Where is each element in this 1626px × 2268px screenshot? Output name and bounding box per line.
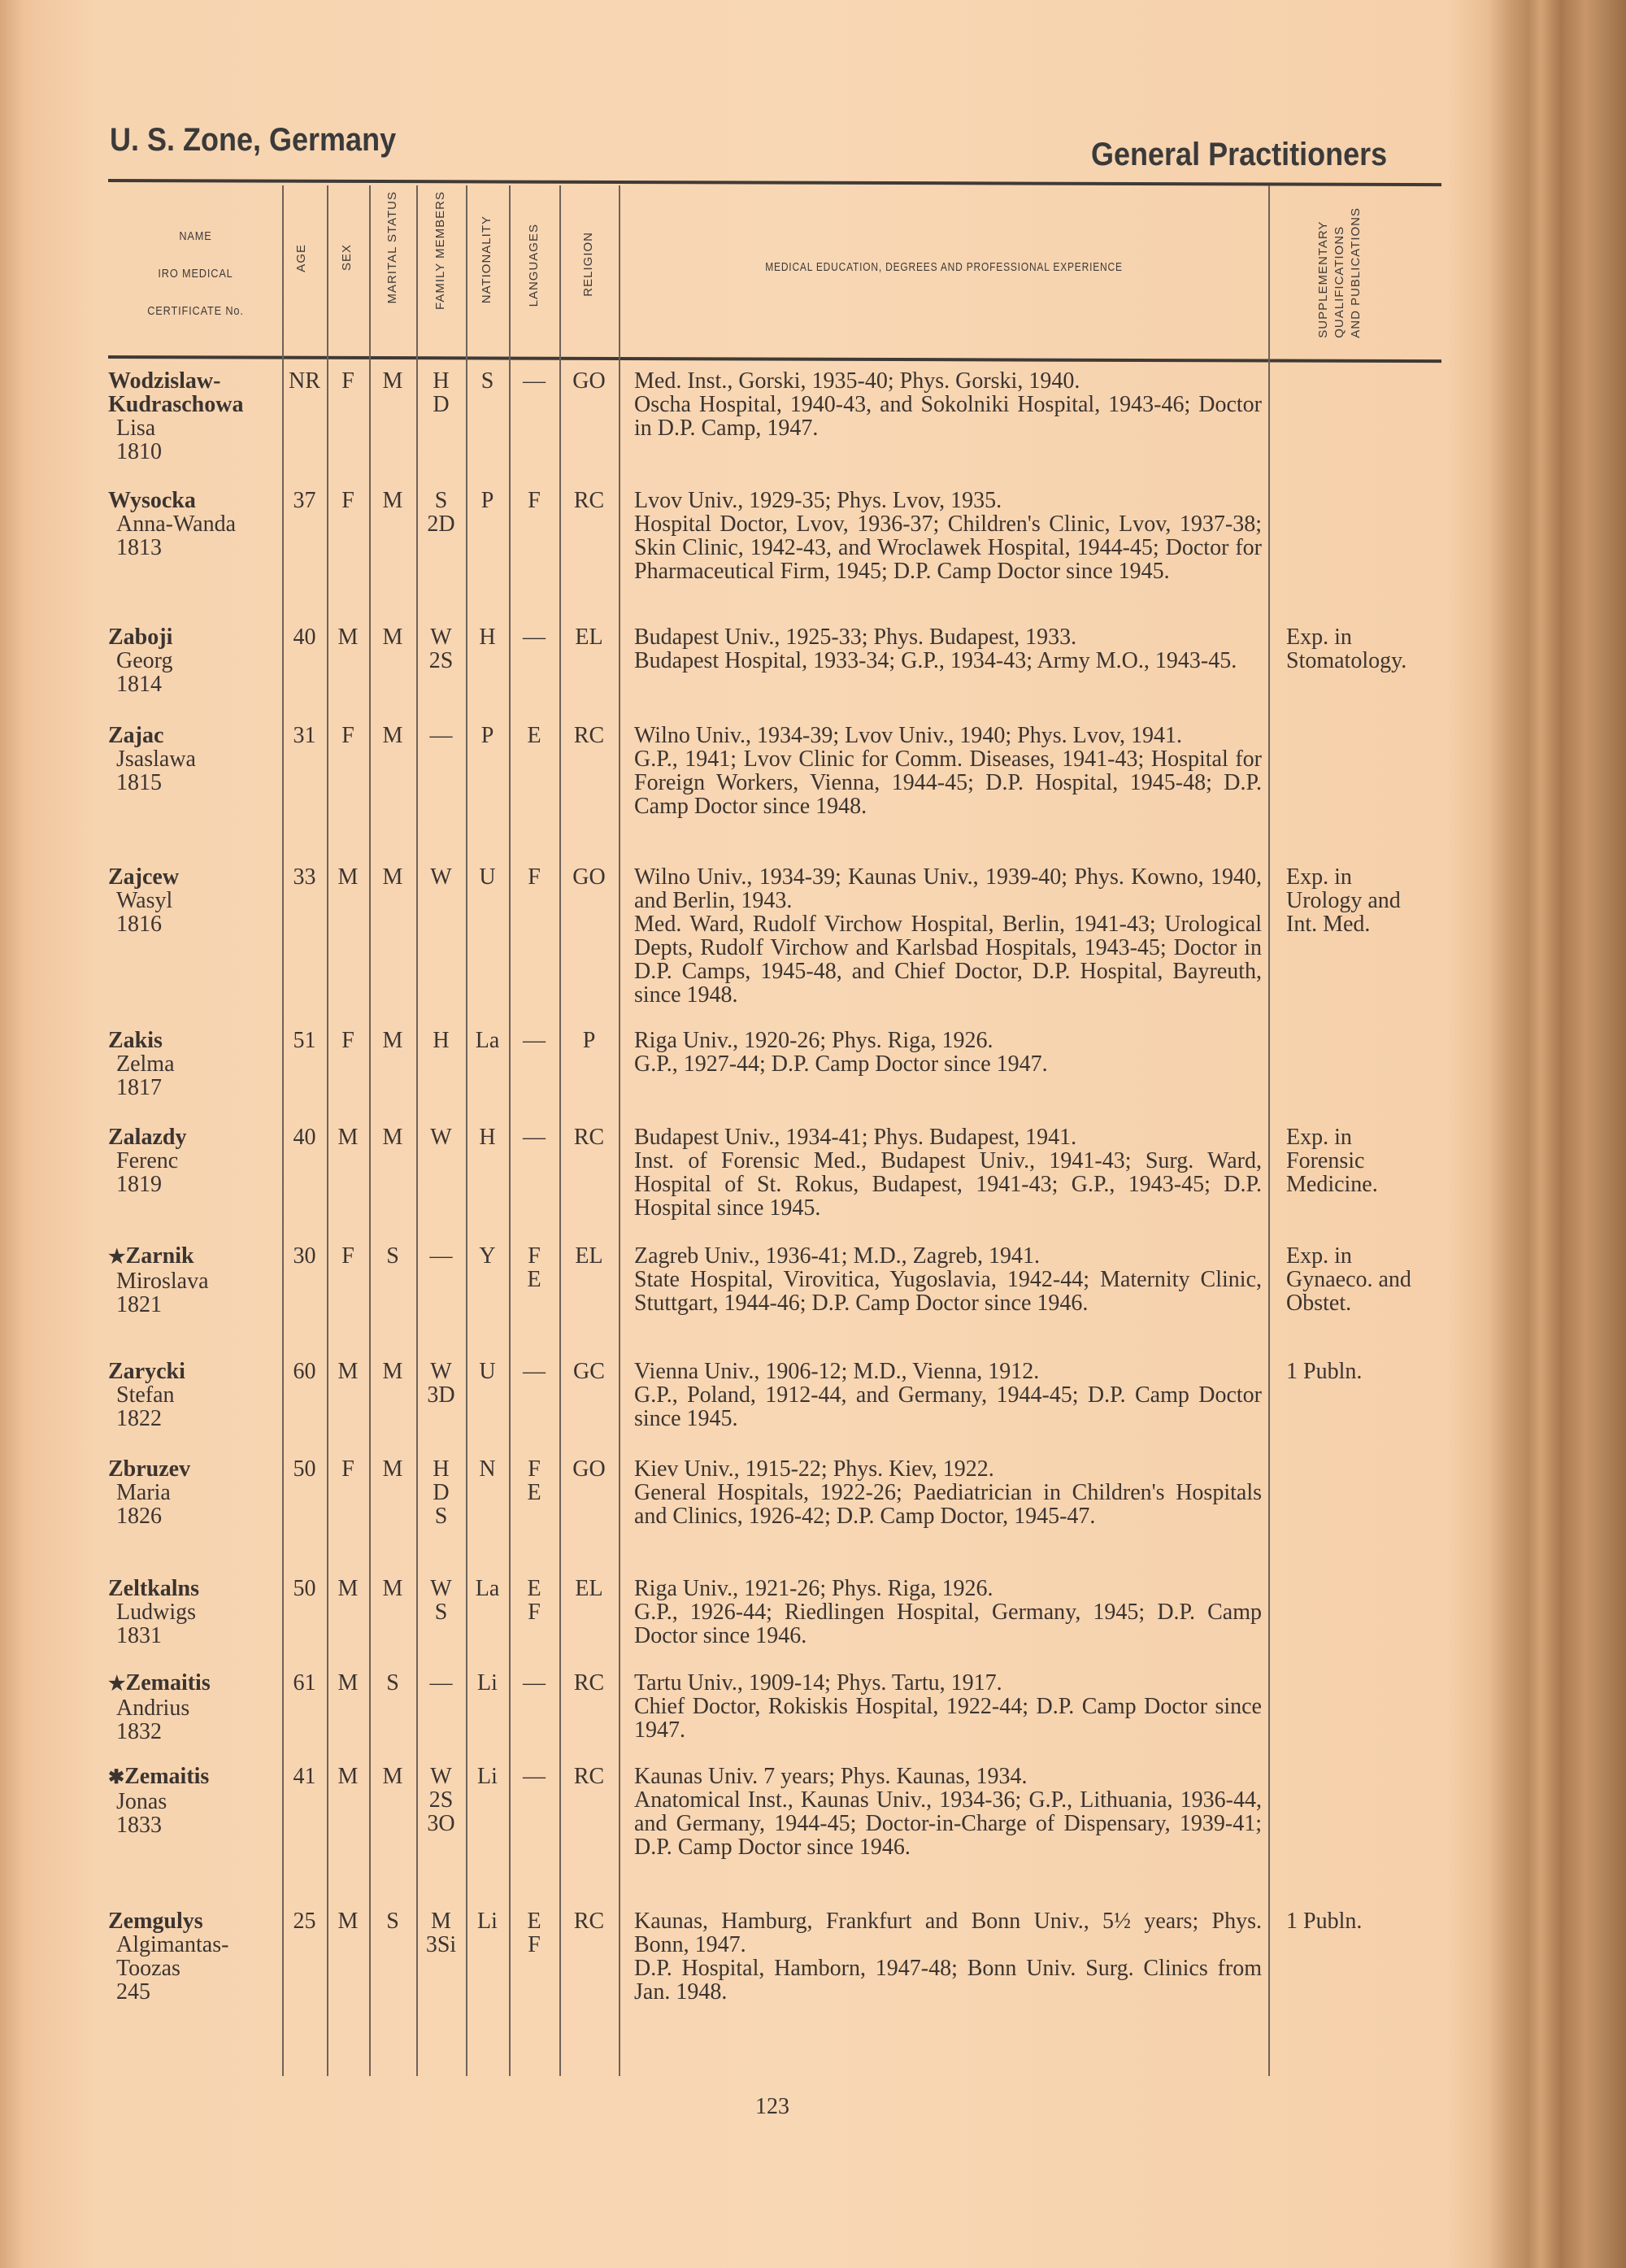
age-cell: 50: [293, 1576, 316, 1601]
name-cell: [108, 1909, 283, 2004]
education-cell: [634, 369, 1262, 440]
languages-cell: F: [528, 488, 541, 513]
name-cell: [108, 1125, 283, 1196]
nationality-cell: La: [475, 1576, 500, 1601]
religion-cell: RC: [573, 488, 605, 513]
marital-cell: M: [382, 864, 403, 890]
certificate-number: 1821: [116, 1292, 162, 1317]
education-paragraph: Kaunas Univ. 7 years; Phys. Kaunas, 1934.: [634, 1764, 1028, 1789]
nationality-cell: U: [479, 1359, 496, 1384]
col-header-sex: SEX: [340, 244, 354, 272]
surname-text: Zaboji: [108, 625, 173, 650]
religion-cell: EL: [575, 1576, 603, 1601]
education-paragraph: Budapest Hospital, 1933-34; G.P., 1934-43; Army M.O., 1943-45.: [634, 648, 1237, 673]
certificate-number: 1822: [116, 1406, 162, 1431]
marital-cell: S: [386, 1243, 399, 1269]
age-cell: 61: [293, 1670, 316, 1696]
education-paragraph: Budapest Univ., 1925-33; Phys. Budapest, 1933.: [634, 625, 1077, 650]
religion-cell: P: [582, 1028, 596, 1053]
education-paragraph: Wilno Univ., 1934-39; Lvov Univ., 1940; Phys. Lvov, 1941.: [634, 723, 1182, 748]
supplementary-cell: Exp. in Urology and Int. Med.: [1286, 864, 1401, 937]
family-cell: W S: [430, 1576, 452, 1625]
certificate-number: 1833: [116, 1813, 162, 1838]
age-cell: 41: [293, 1764, 316, 1789]
nationality-cell: S: [480, 368, 494, 394]
surname: [108, 1765, 283, 1790]
languages-cell: F: [528, 864, 541, 890]
col-header-supplementary: [1315, 207, 1364, 338]
page-header-right: General Practitioners: [1091, 137, 1388, 172]
education-paragraph: General Hospitals, 1922-26; Paediatrician in Children's Hospitals and Clinics, 1926-42; D.P. Camp Doctor, 1945-47.: [634, 1480, 1262, 1529]
certificate-number: 1815: [116, 770, 162, 795]
religion-cell: EL: [575, 1243, 603, 1269]
col-header-supp-line: QUALIFICATIONS: [1333, 225, 1346, 338]
sex-cell: M: [337, 864, 359, 890]
given-name: Anna-Wanda: [116, 511, 237, 537]
family-cell: H D: [433, 368, 450, 417]
marital-cell: M: [382, 723, 403, 748]
sex-cell: F: [341, 368, 354, 394]
col-header-family: FAMILY MEMBERS: [433, 191, 447, 310]
col-header-name-line: CERTIFICATE No.: [147, 304, 244, 318]
surname-text: Wysocka: [108, 488, 196, 513]
marital-cell: M: [382, 1125, 403, 1150]
sex-cell: F: [341, 1243, 354, 1269]
languages-cell: —: [523, 1764, 546, 1789]
family-cell: —: [429, 723, 453, 748]
religion-cell: GO: [572, 864, 606, 890]
surname-text: Zajac: [108, 723, 164, 748]
surname: [108, 1029, 283, 1052]
nationality-cell: Li: [477, 1909, 498, 1934]
surname-text: Zakis: [108, 1028, 163, 1053]
age-cell: 30: [293, 1243, 316, 1269]
marital-cell: M: [382, 368, 403, 394]
given-name: Ferenc: [116, 1148, 179, 1173]
name-cell: [108, 489, 283, 559]
given-name: Stefan: [116, 1382, 175, 1408]
nationality-cell: H: [479, 1125, 496, 1150]
sex-cell: M: [337, 625, 359, 650]
marital-cell: M: [382, 625, 403, 650]
nationality-cell: P: [480, 723, 494, 748]
education-paragraph: Anatomical Inst., Kaunas Univ., 1934-36; G.P., Lithuania, 1936-44, and Germany, 1944-45; Doctor-in-Charge of Dispensary, 1939-41; D.P. Camp Doctor since 1946.: [634, 1787, 1262, 1860]
marker-star-icon: ✱: [108, 1767, 125, 1788]
surname: [108, 1125, 283, 1149]
col-header-languages: LANGUAGES: [527, 224, 541, 307]
marital-cell: M: [382, 1028, 403, 1053]
languages-cell: E: [527, 723, 541, 748]
languages-cell: —: [523, 1670, 546, 1696]
name-cell: [108, 1244, 283, 1317]
surname-text: Zbruzev: [108, 1456, 191, 1482]
certificate-number: 1810: [116, 439, 162, 464]
education-paragraph: Riga Univ., 1921-26; Phys. Riga, 1926.: [634, 1576, 993, 1601]
surname-text: Zarycki: [108, 1359, 185, 1384]
education-cell: [634, 625, 1262, 673]
education-paragraph: Inst. of Forensic Med., Budapest Univ., 1941-43; Surg. Ward, Hospital of St. Rokus, Budapest, 1941-43; G.P., 1943-45; D.P. Hospital since 1945.: [634, 1148, 1262, 1221]
surname: [108, 489, 283, 512]
name-cell: [108, 865, 283, 936]
age-cell: 51: [293, 1028, 316, 1053]
page-number: 123: [755, 2094, 789, 2119]
given-name: Andrius: [116, 1696, 190, 1721]
age-cell: 37: [293, 488, 316, 513]
sex-cell: M: [337, 1125, 359, 1150]
age-cell: 40: [293, 625, 316, 650]
header-top-rule: [108, 179, 1441, 186]
surname-text: Zemgulys: [108, 1909, 203, 1934]
languages-cell: —: [523, 1359, 546, 1384]
surname-text: Zeltkalns: [108, 1576, 200, 1601]
religion-cell: GO: [572, 368, 606, 394]
education-cell: [634, 1360, 1262, 1430]
col-header-name: [121, 218, 270, 330]
sex-cell: M: [337, 1576, 359, 1601]
certificate-number: 1832: [116, 1719, 162, 1744]
nationality-cell: U: [479, 864, 496, 890]
given-name: Jonas: [116, 1789, 167, 1814]
age-cell: 50: [293, 1456, 316, 1482]
marital-cell: M: [382, 488, 403, 513]
supplementary-cell: Exp. in Gynaeco. and Obstet.: [1286, 1243, 1411, 1316]
education-cell: [634, 1029, 1262, 1076]
languages-cell: F E: [527, 1243, 541, 1292]
education-paragraph: Med. Ward, Rudolf Virchow Hospital, Berlin, 1941-43; Urological Depts, Rudolf Virchow and Karlsbad Hospitals, 1943-45; Doctor in D.P. Camps, 1945-48, and Chief Doctor, D.P. Hospital, Bayreuth, since 1948.: [634, 912, 1262, 1008]
religion-cell: GC: [573, 1359, 605, 1384]
education-cell: [634, 1244, 1262, 1315]
languages-cell: F E: [527, 1456, 541, 1505]
column-divider: [1268, 185, 1270, 2076]
education-paragraph: Zagreb Univ., 1936-41; M.D., Zagreb, 1941.: [634, 1243, 1040, 1269]
sex-cell: M: [337, 1909, 359, 1934]
col-header-supp-line: SUPPLEMENTARY: [1316, 220, 1330, 338]
age-cell: 25: [293, 1909, 316, 1934]
family-cell: W: [430, 1125, 452, 1150]
col-header-nationality: NATIONALITY: [480, 215, 493, 304]
education-cell: [634, 1765, 1262, 1859]
given-name: Miroslava: [116, 1269, 209, 1294]
sex-cell: F: [341, 488, 354, 513]
nationality-cell: Li: [477, 1670, 498, 1696]
sex-cell: M: [337, 1670, 359, 1696]
religion-cell: EL: [575, 625, 603, 650]
surname: [108, 369, 283, 416]
sex-cell: F: [341, 1028, 354, 1053]
surname: [108, 1457, 283, 1481]
age-cell: NR: [289, 368, 320, 394]
marital-cell: S: [386, 1670, 399, 1696]
education-cell: [634, 1909, 1262, 2004]
supplementary-cell: Exp. in Stomatology.: [1286, 625, 1407, 673]
sex-cell: M: [337, 1764, 359, 1789]
surname: [108, 1671, 283, 1696]
family-cell: W: [430, 864, 452, 890]
col-header-name-line: NAME: [179, 229, 212, 243]
surname: [108, 625, 283, 649]
surname: [108, 865, 283, 889]
certificate-number: 1814: [116, 672, 162, 697]
col-header-name-line: IRO MEDICAL: [158, 267, 233, 281]
sex-cell: F: [341, 723, 354, 748]
given-name: Lisa: [116, 416, 156, 441]
marital-cell: M: [382, 1359, 403, 1384]
surname: [108, 1244, 283, 1269]
name-cell: [108, 369, 283, 464]
education-cell: [634, 1125, 1262, 1220]
family-cell: W 2S: [428, 625, 454, 673]
supplementary-cell: Exp. in Forensic Medicine.: [1286, 1125, 1378, 1197]
education-paragraph: Wilno Univ., 1934-39; Kaunas Univ., 1939-40; Phys. Kowno, 1940, and Berlin, 1943.: [634, 864, 1262, 913]
languages-cell: E F: [527, 1576, 541, 1625]
family-cell: M 3Si: [425, 1909, 457, 1957]
surname-text: Wodzislaw- Kudraschowa: [108, 368, 244, 417]
religion-cell: RC: [573, 1125, 605, 1150]
age-cell: 31: [293, 723, 316, 748]
nationality-cell: P: [480, 488, 494, 513]
family-cell: —: [429, 1243, 453, 1269]
marital-cell: M: [382, 1764, 403, 1789]
given-name: Algimantas- Toozas: [116, 1932, 229, 1981]
education-paragraph: Lvov Univ., 1929-35; Phys. Lvov, 1935.: [634, 488, 1002, 513]
certificate-number: 1817: [116, 1075, 162, 1100]
given-name: Georg: [116, 648, 173, 673]
education-paragraph: Riga Univ., 1920-26; Phys. Riga, 1926.: [634, 1028, 993, 1053]
name-cell: [108, 1577, 283, 1648]
education-paragraph: G.P., 1927-44; D.P. Camp Doctor since 1947.: [634, 1051, 1048, 1077]
certificate-number: 245: [116, 1979, 150, 2005]
education-cell: [634, 865, 1262, 1007]
given-name: Jsaslawa: [116, 747, 196, 772]
certificate-number: 1816: [116, 912, 162, 937]
supplementary-cell: 1 Publn.: [1286, 1909, 1363, 1934]
surname: [108, 1909, 283, 1933]
nationality-cell: H: [479, 625, 496, 650]
surname: [108, 1577, 283, 1600]
family-cell: H D S: [433, 1456, 450, 1529]
education-paragraph: G.P., 1926-44; Riedlingen Hospital, Germany, 1945; D.P. Camp Doctor since 1946.: [634, 1600, 1262, 1648]
education-paragraph: Hospital Doctor, Lvov, 1936-37; Children's Clinic, Lvov, 1937-38; Skin Clinic, 1942-43, and Wroclawek Hospital, 1944-45; Doctor for Pharmaceutical Firm, 1945; D.P. Camp Doctor since 1945.: [634, 511, 1262, 584]
education-paragraph: Oscha Hospital, 1940-43, and Sokolniki Hospital, 1943-46; Doctor in D.P. Camp, 1947.: [634, 392, 1262, 441]
certificate-number: 1831: [116, 1623, 162, 1648]
age-cell: 33: [293, 864, 316, 890]
name-cell: [108, 1457, 283, 1528]
nationality-cell: Y: [479, 1243, 496, 1269]
languages-cell: —: [523, 625, 546, 650]
languages-cell: —: [523, 1028, 546, 1053]
certificate-number: 1819: [116, 1172, 162, 1197]
education-cell: [634, 489, 1262, 583]
religion-cell: RC: [573, 1764, 605, 1789]
religion-cell: GO: [572, 1456, 606, 1482]
family-cell: —: [429, 1670, 453, 1696]
name-cell: [108, 1360, 283, 1430]
given-name: Wasyl: [116, 888, 173, 913]
sex-cell: M: [337, 1359, 359, 1384]
education-paragraph: Budapest Univ., 1934-41; Phys. Budapest, 1941.: [634, 1125, 1077, 1150]
header-bottom-rule: [108, 355, 1441, 363]
surname-text: Zajcew: [108, 864, 180, 890]
education-paragraph: G.P., Poland, 1912-44, and Germany, 1944-45; D.P. Camp Doctor since 1945.: [634, 1382, 1262, 1431]
name-cell: [108, 1671, 283, 1743]
age-cell: 60: [293, 1359, 316, 1384]
marker-star-icon: ★: [108, 1674, 126, 1695]
languages-cell: E F: [527, 1909, 541, 1957]
family-cell: S 2D: [427, 488, 455, 537]
education-cell: [634, 724, 1262, 818]
column-divider: [619, 185, 620, 2076]
page-header-left: U. S. Zone, Germany: [110, 122, 397, 158]
education-paragraph: D.P. Hospital, Hamborn, 1947-48; Bonn Univ. Surg. Clinics from Jan. 1948.: [634, 1956, 1262, 2005]
marital-cell: M: [382, 1456, 403, 1482]
surname-text: Zalazdy: [108, 1125, 187, 1150]
education-paragraph: Kaunas, Hamburg, Frankfurt and Bonn Univ., 5½ years; Phys. Bonn, 1947.: [634, 1909, 1262, 1957]
name-cell: [108, 1765, 283, 1837]
education-cell: [634, 1671, 1262, 1742]
education-cell: [634, 1577, 1262, 1648]
nationality-cell: Li: [477, 1764, 498, 1789]
certificate-number: 1826: [116, 1504, 162, 1529]
col-header-education: MEDICAL EDUCATION, DEGREES AND PROFESSIONAL EXPERIENCE: [765, 260, 1123, 274]
given-name: Ludwigs: [116, 1600, 196, 1625]
religion-cell: RC: [573, 723, 605, 748]
education-paragraph: Vienna Univ., 1906-12; M.D., Vienna, 1912.: [634, 1359, 1040, 1384]
languages-cell: —: [523, 368, 546, 394]
education-paragraph: State Hospital, Virovitica, Yugoslavia, 1942-44; Maternity Clinic, Stuttgart, 1944-46; D.P. Camp Doctor since 1946.: [634, 1267, 1262, 1316]
surname-text: Zemaitis: [124, 1764, 210, 1789]
given-name: Maria: [116, 1480, 171, 1505]
family-cell: W 3D: [427, 1359, 455, 1408]
languages-cell: —: [523, 1125, 546, 1150]
education-paragraph: Kiev Univ., 1915-22; Phys. Kiev, 1922.: [634, 1456, 994, 1482]
col-header-marital: MARITAL STATUS: [385, 191, 399, 304]
nationality-cell: La: [475, 1028, 500, 1053]
surname-text: Zarnik: [125, 1243, 194, 1269]
col-header-age: AGE: [294, 244, 308, 272]
certificate-number: 1813: [116, 535, 162, 560]
surname: [108, 724, 283, 747]
marital-cell: S: [386, 1909, 399, 1934]
name-cell: [108, 625, 283, 696]
name-cell: [108, 1029, 283, 1099]
supplementary-cell: 1 Publn.: [1286, 1359, 1363, 1384]
nationality-cell: N: [479, 1456, 496, 1482]
given-name: Zelma: [116, 1051, 175, 1077]
surname-text: Zemaitis: [125, 1670, 211, 1696]
religion-cell: RC: [573, 1670, 605, 1696]
marker-star-icon: ★: [108, 1247, 126, 1268]
col-header-supp-line: AND PUBLICATIONS: [1349, 207, 1363, 338]
sex-cell: F: [341, 1456, 354, 1482]
name-cell: [108, 724, 283, 794]
education-cell: [634, 1457, 1262, 1528]
education-paragraph: Chief Doctor, Rokiskis Hospital, 1922-44; D.P. Camp Doctor since 1947.: [634, 1694, 1262, 1743]
education-paragraph: G.P., 1941; Lvov Clinic for Comm. Diseases, 1941-43; Hospital for Foreign Workers, Vienna, 1944-45; D.P. Hospital, 1945-48; D.P. Camp Doctor since 1948.: [634, 747, 1262, 819]
family-cell: W 2S 3O: [427, 1764, 455, 1836]
family-cell: H: [433, 1028, 450, 1053]
surname: [108, 1360, 283, 1383]
religion-cell: RC: [573, 1909, 605, 1934]
education-paragraph: Tartu Univ., 1909-14; Phys. Tartu, 1917.: [634, 1670, 1002, 1696]
col-header-religion: RELIGION: [581, 232, 595, 297]
education-paragraph: Med. Inst., Gorski, 1935-40; Phys. Gorski, 1940.: [634, 368, 1080, 394]
age-cell: 40: [293, 1125, 316, 1150]
marital-cell: M: [382, 1576, 403, 1601]
